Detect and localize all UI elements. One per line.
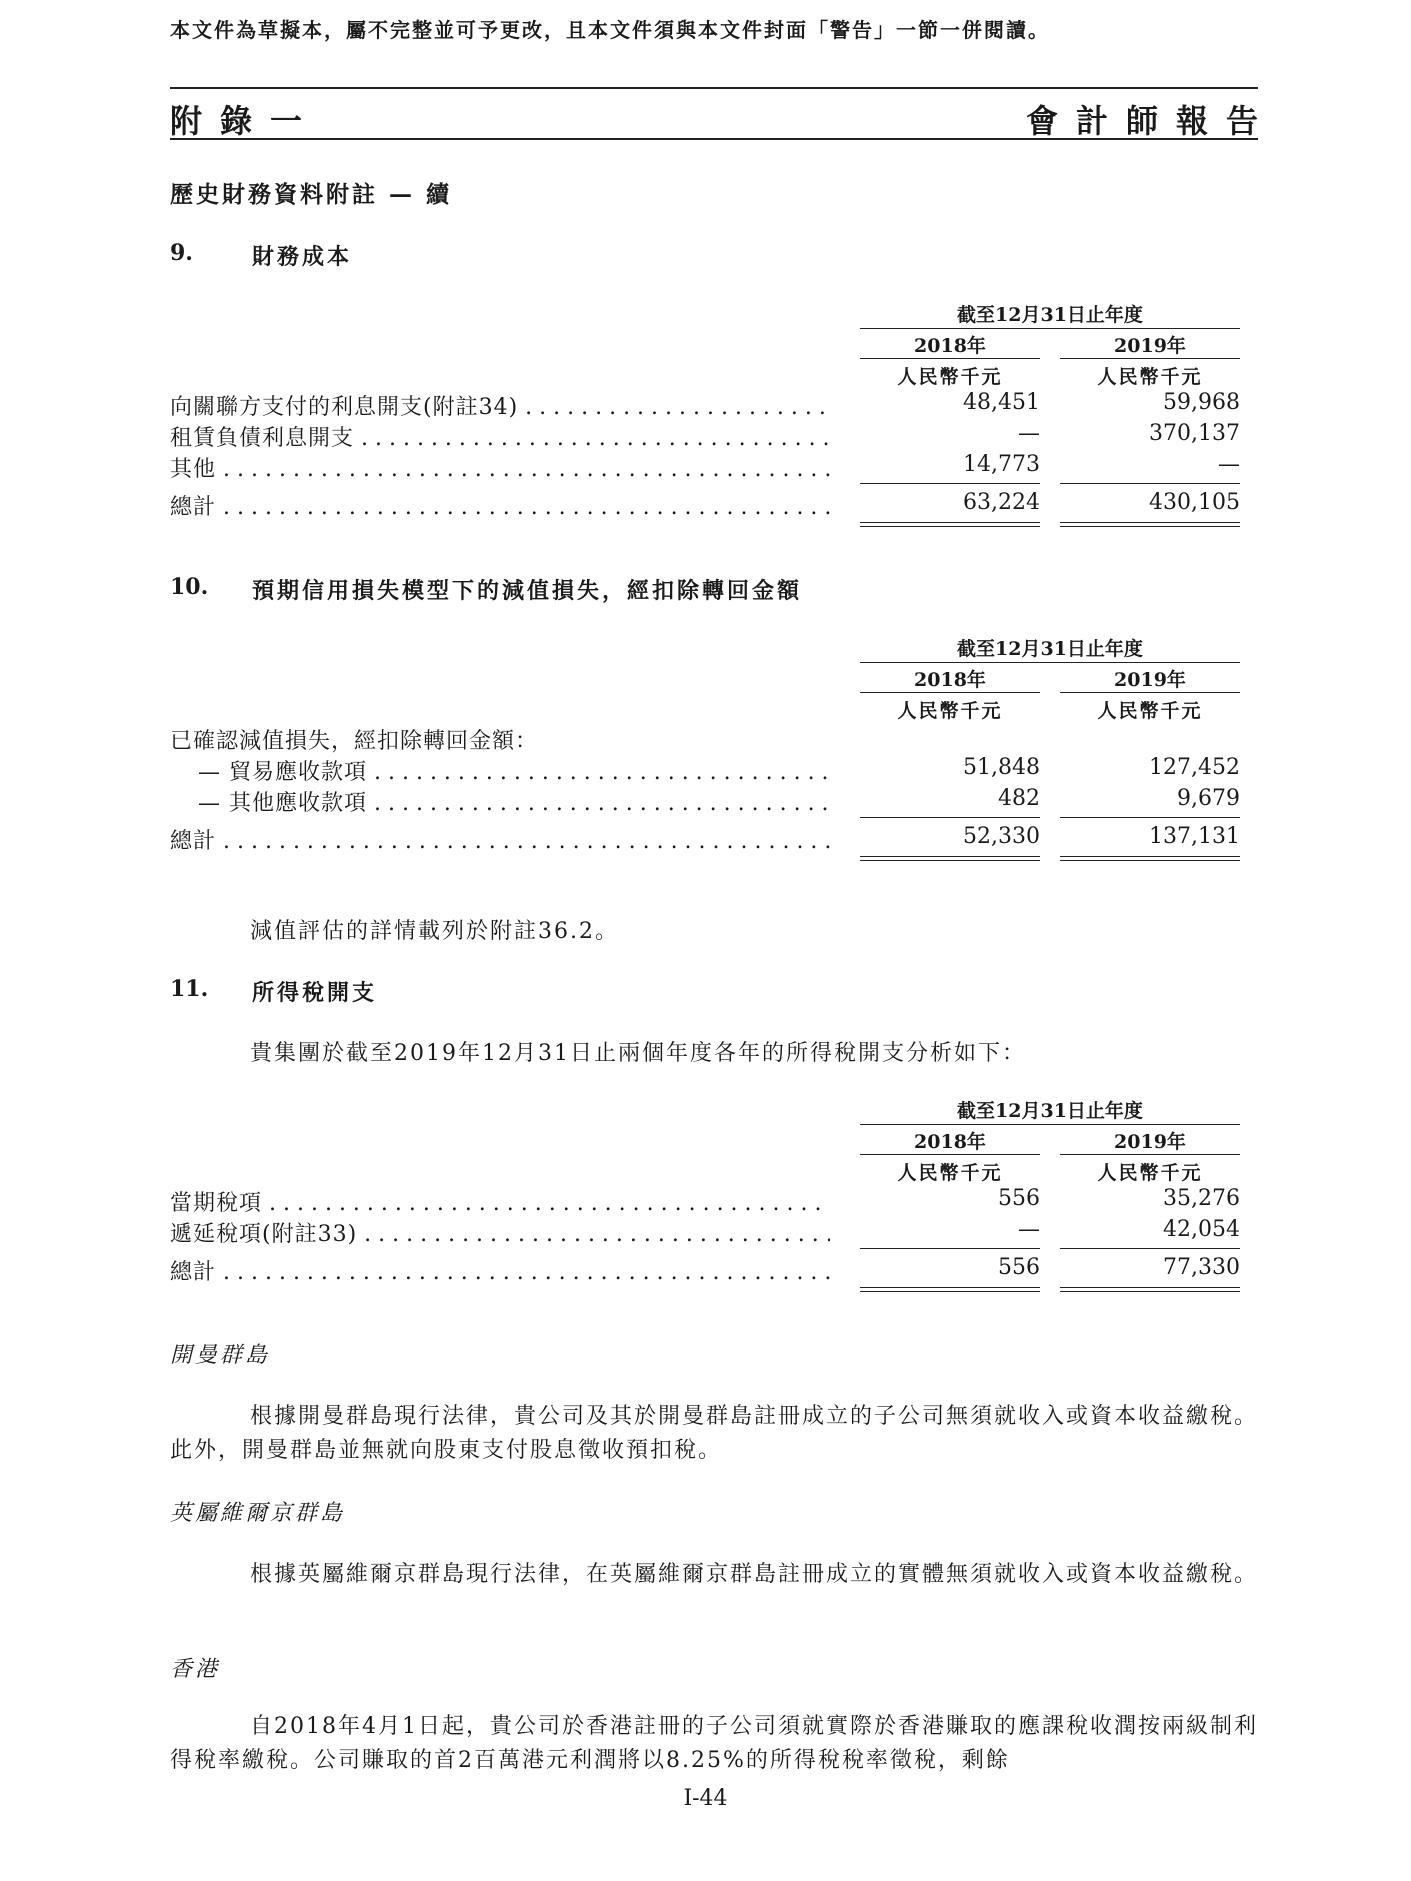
value-2018: 51,848	[963, 755, 1040, 780]
hongkong-heading: 香港	[170, 1657, 221, 1682]
cayman-text: 根據開曼群島現行法律，貴公司及其於開曼群島註冊成立的子公司無須就收入或資本收益繳稅。此外，開曼群島並無就向股東支付股息徵收預扣稅。	[170, 1404, 1259, 1463]
period-rule	[860, 1124, 1240, 1125]
bvi-text: 根據英屬維爾京群島現行法律，在英屬維爾京群島註冊成立的實體無須就收入或資本收益繳稅。	[250, 1562, 1259, 1587]
row-label: — 貿易應收款項	[198, 760, 367, 785]
total-double-rule	[1060, 522, 1240, 527]
total-double-rule	[860, 856, 1040, 861]
total-row	[170, 824, 1240, 854]
cayman-paragraph	[170, 1400, 1258, 1468]
currency-2019: 人民幣千元	[1097, 366, 1203, 388]
value-2018: 48,451	[963, 390, 1040, 415]
year-2019-header: 2019年	[1114, 335, 1186, 357]
section-11-title: 所得稅開支	[252, 980, 378, 1006]
subtotal-rule	[1060, 1248, 1240, 1249]
total-2019: 137,131	[1149, 824, 1240, 849]
heading-row-label: 已確認減值損失，經扣除轉回金額：	[170, 729, 539, 754]
total-2019: 77,330	[1163, 1255, 1240, 1280]
currency-2019: 人民幣千元	[1097, 1162, 1203, 1184]
value-2019: 370,137	[1149, 421, 1240, 446]
table-row	[170, 452, 1240, 482]
total-label: 總計	[170, 1260, 217, 1285]
table-row	[170, 390, 1240, 420]
table-row	[170, 755, 1240, 785]
total-2018: 52,330	[963, 824, 1040, 849]
row-label: 租賃負債利息開支	[170, 426, 355, 451]
section-9-title: 財務成本	[252, 244, 353, 270]
table-row	[170, 421, 1240, 451]
period-header: 截至12月31日止年度	[957, 1100, 1143, 1122]
period-rule	[860, 662, 1240, 663]
row-label: 當期稅項	[170, 1191, 263, 1216]
value-2018: 482	[998, 786, 1040, 811]
subtotal-rule	[860, 817, 1040, 818]
hongkong-text: 自2018年4月1日起，貴公司於香港註冊的子公司須就實際於香港賺取的應課稅收潤按兩級制利得稅率繳稅。公司賺取的首2百萬港元利潤將以8.25%的所得稅稅率徵稅，剩餘	[170, 1714, 1258, 1773]
table-row	[170, 1217, 1240, 1247]
period-header: 截至12月31日止年度	[957, 638, 1143, 660]
section-11-number: 11.	[170, 976, 209, 1002]
total-row	[170, 1255, 1240, 1285]
total-double-rule	[860, 1287, 1040, 1292]
value-2018: —	[1018, 421, 1040, 446]
bvi-paragraph	[170, 1558, 1258, 1592]
impairment-note: 減值評估的詳情載列於附註36.2。	[250, 919, 619, 944]
value-2019: 9,679	[1177, 786, 1240, 811]
value-2019: 35,276	[1163, 1186, 1240, 1211]
appendix-title: 附錄一	[170, 102, 321, 140]
total-label: 總計	[170, 495, 217, 520]
currency-2018: 人民幣千元	[897, 1162, 1003, 1184]
year-rule	[1060, 1154, 1240, 1155]
subtotal-rule	[860, 483, 1040, 484]
currency-2018: 人民幣千元	[897, 366, 1003, 388]
cayman-heading: 開曼群島	[170, 1343, 271, 1368]
page-number: I-44	[683, 1786, 728, 1811]
header-bottom-rule	[170, 138, 1258, 140]
year-2018-header: 2018年	[914, 1131, 986, 1153]
year-rule	[860, 358, 1040, 359]
subtotal-rule	[860, 1248, 1040, 1249]
year-2018-header: 2018年	[914, 669, 986, 691]
subtotal-rule	[1060, 483, 1240, 484]
report-title: 會計師報告	[1025, 102, 1276, 140]
row-label: — 其他應收款項	[198, 791, 367, 816]
bvi-heading: 英屬維爾京群島	[170, 1501, 346, 1526]
total-row	[170, 490, 1240, 520]
hongkong-paragraph	[170, 1710, 1258, 1778]
total-label: 總計	[170, 829, 217, 854]
draft-notice: 本文件為草擬本，屬不完整並可予更改，且本文件須與本文件封面「警告」一節一併閱讀。	[170, 18, 1050, 42]
currency-2018: 人民幣千元	[897, 700, 1003, 722]
subtotal-rule	[1060, 817, 1240, 818]
total-2018: 556	[998, 1255, 1040, 1280]
income-tax-intro: 貴集團於截至2019年12月31日止兩個年度各年的所得稅開支分析如下：	[250, 1041, 1026, 1066]
value-2019: 59,968	[1163, 390, 1240, 415]
row-label: 向關聯方支付的利息開支(附註34)	[170, 395, 519, 420]
value-2019: 127,452	[1149, 755, 1240, 780]
table-row	[170, 1186, 1240, 1216]
total-2018: 63,224	[963, 490, 1040, 515]
row-label: 其他	[170, 457, 217, 482]
currency-2019: 人民幣千元	[1097, 700, 1203, 722]
section-9-number: 9.	[170, 240, 193, 266]
year-2018-header: 2018年	[914, 335, 986, 357]
year-rule	[1060, 358, 1240, 359]
value-2018: 14,773	[963, 452, 1040, 477]
value-2018: —	[1018, 1217, 1040, 1242]
header-top-rule	[170, 87, 1258, 89]
year-rule	[860, 692, 1040, 693]
table-heading-row	[170, 724, 1240, 754]
section-subtitle: 歷史財務資料附註 — 續	[170, 181, 453, 208]
year-2019-header: 2019年	[1114, 669, 1186, 691]
year-2019-header: 2019年	[1114, 1131, 1186, 1153]
period-rule	[860, 328, 1240, 329]
value-2018: 556	[998, 1186, 1040, 1211]
value-2019: —	[1218, 452, 1240, 477]
section-10-title: 預期信用損失模型下的減值損失，經扣除轉回金額	[252, 578, 803, 604]
period-header: 截至12月31日止年度	[957, 304, 1143, 326]
total-double-rule	[1060, 1287, 1240, 1292]
row-label: 遞延稅項(附註33)	[170, 1222, 358, 1247]
total-double-rule	[860, 522, 1040, 527]
total-2019: 430,105	[1149, 490, 1240, 515]
section-10-number: 10.	[170, 574, 209, 600]
table-row	[170, 786, 1240, 816]
year-rule	[860, 1154, 1040, 1155]
value-2019: 42,054	[1163, 1217, 1240, 1242]
total-double-rule	[1060, 856, 1240, 861]
year-rule	[1060, 692, 1240, 693]
